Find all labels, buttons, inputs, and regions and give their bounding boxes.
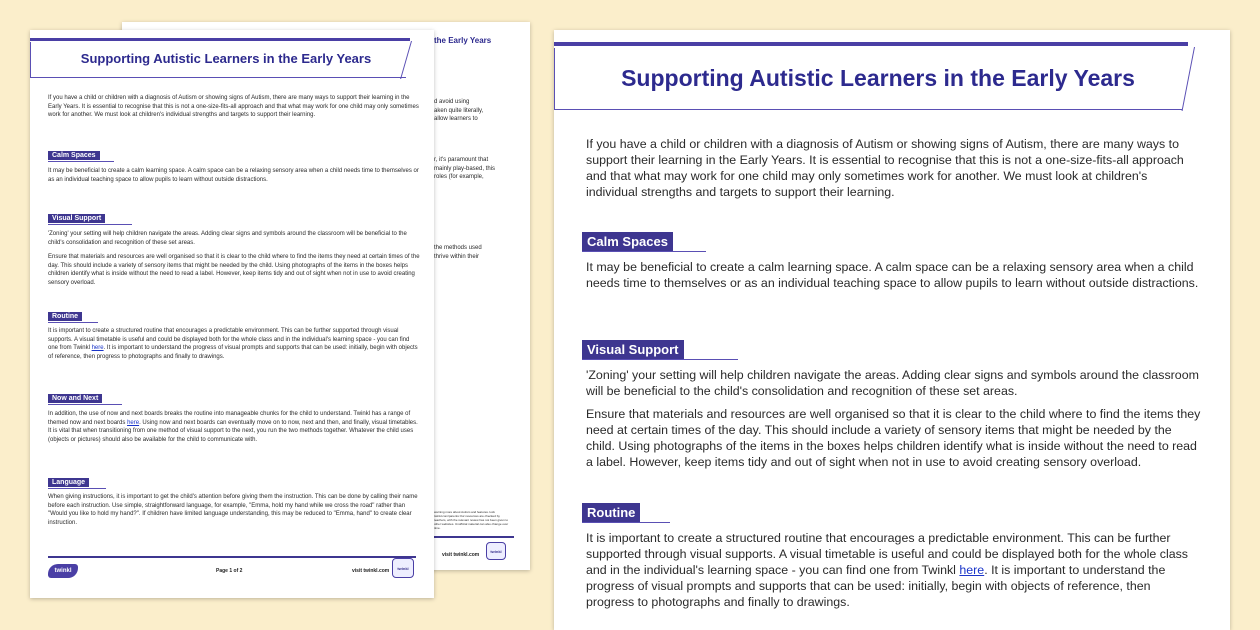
front-page-number: Page 1 of 2	[216, 568, 243, 574]
zoom-heading-underline	[582, 522, 670, 523]
back-page-site: visit twinkl.com	[442, 552, 480, 558]
zoom-visual-text-1: 'Zoning' your setting will help children navigate the areas. Adding clear signs and symbols around the classroom will be beneficial to the child's consolidation and recognition of these set areas.	[586, 368, 1199, 398]
front-intro: If you have a child or children with a diagnosis of Autism or showing signs of Autism, there are many ways to support their learning in the Early Years. It is essential to recognise that this is not a one-size-fits-all approach and that what may work for one child may only sometimes work for another. We must look at children's individual strengths and targets to support their learning.	[48, 95, 419, 118]
zoom-top-bar	[554, 42, 1188, 46]
front-nownext-text: In addition, the use of now and next boards breaks the routine into manageable chunks for the child to understand. Twinkl has a range of themed now and next boards here. Using now and next boards can eventually move on to now, next and then, and finally, visual timetables. It is vital that when transitioning from one method of visual support to the next, you run the two methods together. Whatever the child uses (objects or pictures) should also be available for the child to communicate with.	[48, 411, 418, 443]
front-heading-routine: Routine	[48, 312, 82, 321]
front-heading-underline	[48, 322, 98, 323]
zoom-heading-calm-spaces: Calm Spaces	[582, 232, 673, 251]
zoom-heading-underline	[582, 359, 738, 360]
twinkl-logo-icon: twinkl	[48, 564, 78, 578]
front-page	[30, 30, 434, 598]
twinkl-badge-icon: twinkl	[392, 558, 414, 578]
front-heading-calm-spaces: Calm Spaces	[48, 151, 100, 160]
front-heading-underline	[48, 161, 114, 162]
back-line: aken quite literally,	[434, 107, 484, 114]
back-page-badge-icon: twinkl	[486, 542, 506, 560]
front-top-bar	[30, 38, 410, 41]
front-footer-site: visit twinkl.com	[352, 568, 390, 574]
back-line: allow learners to	[434, 116, 478, 122]
front-heading-now-and-next: Now and Next	[48, 394, 102, 403]
zoom-calm-text: It may be beneficial to create a calm learning space. A calm space can be a relaxing sensory area when a child needs time to themselves or as an individual teaching space to allow pupils to learn without outside distractions.	[586, 260, 1199, 290]
back-page-text	[434, 98, 524, 124]
back-page-text	[434, 244, 524, 261]
front-page-title: Supporting Autistic Learners in the Early Years	[80, 51, 372, 66]
back-line: roles (for example,	[434, 174, 484, 180]
zoom-visual-text-2: Ensure that materials and resources are well organised so that it is clear to the child where to find the items they need at certain times of the day. This should include a variety of sensory items that might be needed by the child. Using photographs of the items in the boxes helps children identify what is inside without the need to read a label. However, keep items tidy and out of sight when not in use to avoid creating sensory overload.	[586, 407, 1201, 469]
front-routine-text: It is important to create a structured routine that encourages a predictable environment. This can be further supported through visual supports. A visual timetable is useful and could be displayed both for the whole class and in the individual's learning space - you can find one from Twinkl here. It is important to understand the progress of visual prompts and supports that can be used: initially, begin with objects of reference, then progress to photographs and finally to drawings.	[48, 328, 418, 360]
front-visual-text-2: Ensure that materials and resources are well organised so that it is clear to the child where to find the items they need at certain times of the day. This should include a variety of sensory items that might be needed by the child. Using photographs of the items in the boxes helps children identify what is inside without the need to read a label. However, keep items tidy and out of sight when not in use to avoid creating sensory overload.	[48, 254, 420, 286]
zoom-heading-routine: Routine	[582, 503, 640, 522]
front-heading-underline	[48, 488, 106, 489]
front-calm-text: It may be beneficial to create a calm learning space. A calm space can be a relaxing sensory area when a child needs time to themselves or as an individual teaching space to allow pupils to learn without outside distractions.	[48, 168, 419, 183]
front-language-text: When giving instructions, it is important to get the child's attention before giving them the instruction. This can be done by calling their name before each instruction. Use simple, straightforward language, for example, "Emma, hold my hand while we cross the road" rather than "Would you like to hold my hand?". If children have limited language understanding, this may be reduced to "Emma, hand" to create clear instruction.	[48, 494, 418, 526]
zoom-heading-visual-support: Visual Support	[582, 340, 684, 359]
back-line: d avoid using	[434, 99, 470, 105]
zoom-intro: If you have a child or children with a diagnosis of Autism or showing signs of Autism, there are many ways to support their learning in the Early Years. It is essential to recognise that this is not a one-size-fits-all approach and that what may work for one child may only sometimes work for another. We must look at children's individual strengths and targets to support their learning.	[586, 137, 1184, 199]
zoom-routine-text: It is important to create a structured routine that encourages a predictable environment. This can be further supported through visual supports. A visual timetable is useful and could be displayed both for the whole class and in the individual's learning space - you can find one from Twinkl here. It is important to understand the progress of visual prompts and supports that can be used: initially, begin with objects of reference, then progress to photographs and finally to drawings.	[586, 531, 1188, 609]
front-heading-visual-support: Visual Support	[48, 214, 105, 223]
back-line: the methods used	[434, 245, 482, 251]
zoom-page-title: Supporting Autistic Learners in the Early Years	[621, 65, 1135, 91]
routine-here-link[interactable]: here	[91, 345, 104, 351]
back-line: mainly play-based, this	[434, 165, 496, 172]
back-page-text	[434, 156, 524, 182]
zoomed-page	[554, 30, 1230, 630]
front-visual-text-1: 'Zoning' your setting will help children navigate the areas. Adding clear signs and symbols around the classroom will be beneficial to the child's consolidation and recognition of these set areas.	[48, 231, 407, 246]
zoom-heading-underline	[582, 251, 706, 252]
zoom-routine-here-link[interactable]: here	[959, 563, 985, 577]
front-heading-underline	[48, 404, 122, 405]
front-heading-language: Language	[48, 478, 89, 487]
back-page-footer-line	[434, 536, 514, 538]
back-page-fine-print: warning more about Autism and features. lock twinkl.com/parents Our resources are checked by teachers, with the relevant review has not been given to other websites. Unofficial material can also change over time.	[434, 510, 509, 530]
front-heading-underline	[48, 224, 132, 225]
back-line: r, it's paramount that	[434, 157, 489, 163]
front-footer-line	[48, 556, 416, 558]
back-page-title: the Early Years	[434, 36, 492, 45]
back-line: thrive within their	[434, 253, 480, 260]
nownext-here-link[interactable]: here	[127, 419, 140, 426]
